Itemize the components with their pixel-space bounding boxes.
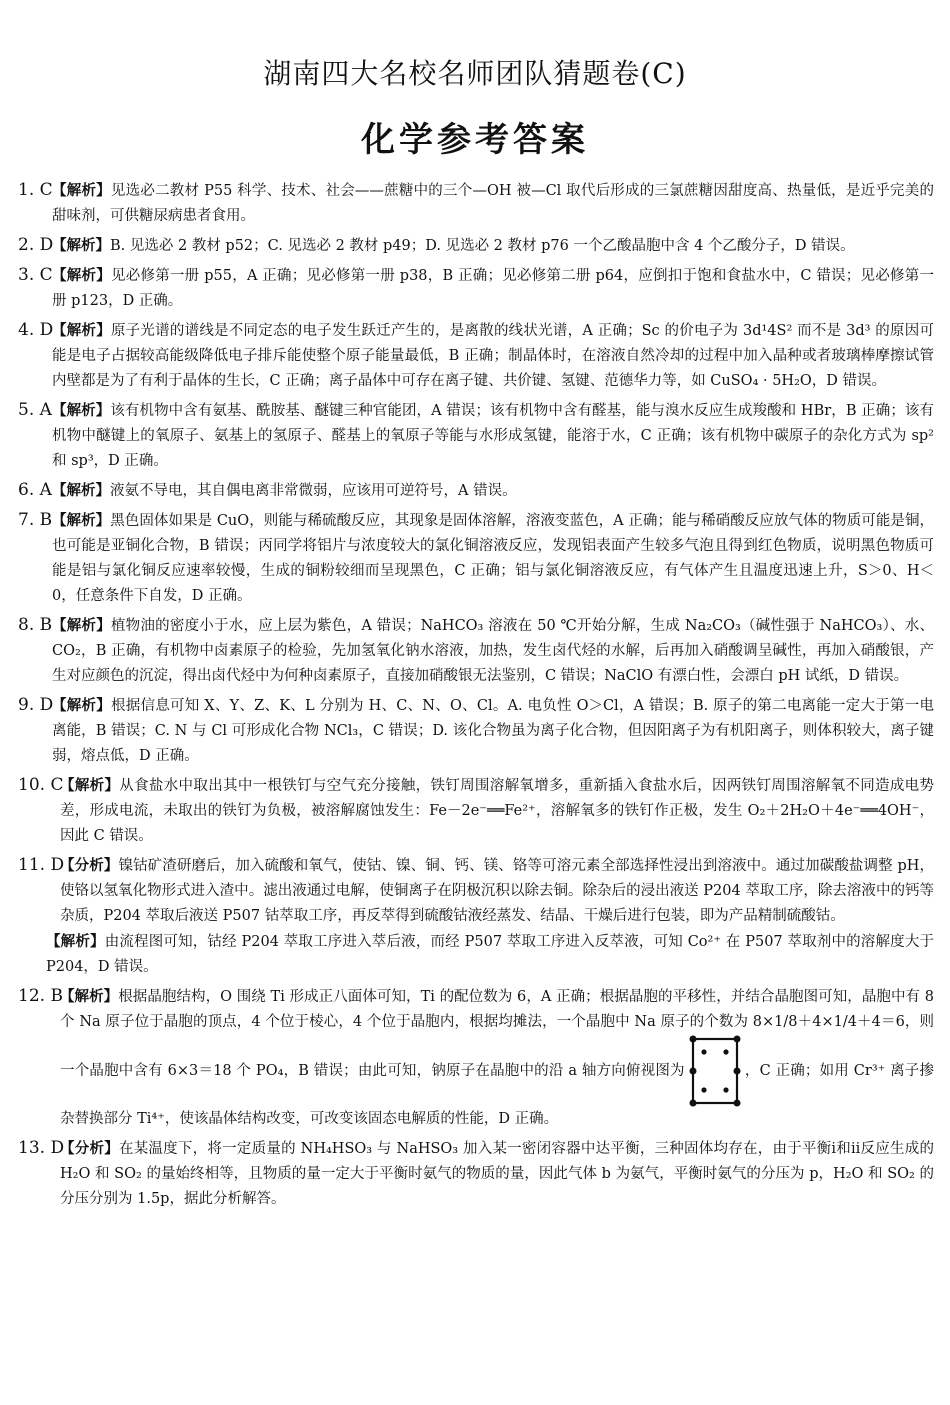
analysis-text: 根据晶胞结构，O 围绕 Ti 形成正八面体可知，Ti 的配位数为 6，A 正确；根据晶胞的平移性，并结合晶胞图可知，晶胞中有 8 个 Na 原子位于晶胞的顶点，4 个位于棱心，4 个位于晶胞内，根据均摊法，一个晶胞中 Na 原子的个数为 8×1/8＋4×1/4＋4＝6，则一个晶胞中含有 6×3＝18 个 PO₄，B 错误；由此可知，钠原子在晶胞中的沿 a 轴方向俯视图为 bbox=[60, 989, 934, 1079]
analysis-text: 植物油的密度小于水，应上层为紫色，A 错误；NaHCO₃ 溶液在 50 ℃开始分解，生成 Na₂CO₃（碱性强于 NaHCO₃）、水、CO₂，B 正确，有机物中卤素原子的检验，先加氢氧化钠水溶液，加热，发生卤代烃的水解，后再加入硝酸调呈碱性，再加入硝酸银，产生对应颜色的沉淀，得出卤代烃中为何种卤素原子，直接加硝酸银无法鉴别，C 错误；NaClO 有漂白性，会漂白 pH 试纸，D 错误。 bbox=[52, 618, 935, 684]
atom-dot bbox=[723, 1049, 728, 1054]
analysis-text: 从食盐水中取出其中一根铁钉与空气充分接触，铁钉周围溶解氧增多，重新插入食盐水后，因两铁钉周围溶解氧不同造成电势差，形成电流，未取出的铁钉为负极，被溶解腐蚀发生：Fe－2e⁻══Fe²⁺，溶解氧多的铁钉作正极，发生 O₂＋2H₂O＋4e⁻══4OH⁻，因此 C 错误。 bbox=[60, 778, 935, 844]
answer-number: 3. C bbox=[18, 265, 53, 285]
atom-dot bbox=[733, 1036, 740, 1043]
atom-dot bbox=[689, 1036, 696, 1043]
analysis-text: 见必修第一册 p55，A 正确；见必修第一册 p38，B 正确；见必修第二册 p64，应倒扣于饱和食盐水中，C 错误；见必修第一册 p123，D 正确。 bbox=[52, 268, 935, 309]
answer-item-1 bbox=[18, 178, 934, 229]
analysis-tag: 【解析】 bbox=[60, 988, 119, 1005]
analysis-tag: 【解析】 bbox=[52, 402, 111, 419]
analysis-tag: 【解析】 bbox=[52, 617, 111, 634]
analysis-text: 见选必二教材 P55 科学、技术、社会——蔗糖中的三个—OH 被—Cl 取代后形成的三氯蔗糖因甜度高、热量低，是近乎完美的甜味剂，可供糖尿病患者食用。 bbox=[52, 183, 935, 224]
answer-item-10 bbox=[18, 773, 934, 849]
explanation-block bbox=[46, 929, 934, 980]
answer-number: 7. B bbox=[18, 510, 53, 530]
explanation-tag: 【解析】 bbox=[46, 933, 105, 950]
atom-dot bbox=[733, 1100, 740, 1107]
analysis-tag: 【解析】 bbox=[52, 697, 111, 714]
answer-item-6 bbox=[18, 478, 934, 504]
answer-item-7 bbox=[18, 508, 934, 609]
answer-number: 10. C bbox=[18, 775, 64, 795]
answer-number: 1. C bbox=[18, 180, 53, 200]
analysis-tag: 【解析】 bbox=[52, 237, 110, 254]
answer-item-9 bbox=[18, 693, 934, 769]
answer-number: 2. D bbox=[18, 235, 54, 255]
analysis-tag: 【解析】 bbox=[52, 512, 111, 529]
analysis-text-continued: ，C 正确；如用 Cr³⁺ 离子掺杂替换部分 Ti⁴⁺，使该晶体结构改变，可改变该固态电解质的性能，D 正确。 bbox=[60, 1063, 934, 1127]
analysis-tag: 【分析】 bbox=[60, 857, 119, 874]
explanation-text: 由流程图可知，钴经 P204 萃取工序进入萃后液，而经 P507 萃取工序进入反萃液，可知 Co²⁺ 在 P507 萃取剂中的溶解度大于 P204，D 错误。 bbox=[46, 934, 934, 975]
crystal-top-view-figure bbox=[687, 1035, 743, 1107]
answer-list bbox=[18, 178, 934, 1216]
answer-item-4 bbox=[18, 318, 934, 394]
analysis-tag: 【解析】 bbox=[52, 267, 111, 284]
analysis-tag: 【解析】 bbox=[52, 182, 111, 199]
analysis-tag: 【分析】 bbox=[60, 1140, 119, 1157]
answer-item-8 bbox=[18, 613, 934, 689]
answer-item-13 bbox=[18, 1136, 934, 1212]
atom-dot bbox=[723, 1087, 728, 1092]
analysis-tag: 【解析】 bbox=[52, 482, 110, 499]
atom-dot bbox=[689, 1068, 696, 1075]
answer-number: 13. D bbox=[18, 1138, 65, 1158]
analysis-text: 根据信息可知 X、Y、Z、K、L 分别为 H、C、N、O、Cl。A. 电负性 O＞Cl，A 错误；B. 原子的第二电离能一定大于第一电离能，B 错误；C. N 与 Cl 可形成化合物 NCl₃，C 错误；D. 该化合物虽为离子化合物，但因阳离子为有机阳离子，则体积较大，离子键弱，熔点低，D 正确。 bbox=[52, 698, 935, 764]
atom-dot bbox=[689, 1100, 696, 1107]
answer-item-3 bbox=[18, 263, 934, 314]
cell-outline bbox=[693, 1039, 737, 1103]
answer-number: 9. D bbox=[18, 695, 54, 715]
atom-dot bbox=[701, 1087, 706, 1092]
answer-number: 6. A bbox=[18, 480, 52, 500]
atom-dot bbox=[733, 1068, 740, 1075]
analysis-tag: 【解析】 bbox=[52, 322, 111, 339]
answer-item-12 bbox=[18, 984, 934, 1132]
analysis-text: 该有机物中含有氨基、酰胺基、醚键三种官能团，A 错误；该有机物中含有醛基，能与溴水反应生成羧酸和 HBr，B 正确；该有机物中醚键上的氧原子、氨基上的氢原子、醛基上的氧原子等能与水形成氢键，能溶于水，C 正确；该有机物中碳原子的杂化方式为 sp² 和 sp³，D 正确。 bbox=[52, 403, 934, 469]
analysis-text: B. 见选必 2 教材 p52；C. 见选必 2 教材 p49；D. 见选必 2 教材 p76 一个乙酸晶胞中含 4 个乙酸分子，D 错误。 bbox=[110, 238, 855, 254]
answer-item-2 bbox=[18, 233, 934, 259]
answer-heading: 化学参考答案 bbox=[361, 120, 589, 160]
answer-number: 4. D bbox=[18, 320, 54, 340]
answer-number: 12. B bbox=[18, 986, 63, 1006]
analysis-text: 液氨不导电，其自偶电离非常微弱，应该用可逆符号，A 错误。 bbox=[110, 483, 517, 499]
answer-number: 5. A bbox=[18, 400, 52, 420]
analysis-text: 原子光谱的谱线是不同定态的电子发生跃迁产生的，是离散的线状光谱，A 正确；Sc 的价电子为 3d¹4S² 而不是 3d³ 的原因可能是电子占据较高能级降低电子排斥能使整个原子能量最低，B 正确；制晶体时，在溶液自然冷却的过程中加入晶种或者玻璃棒摩擦试管内壁都是为了有利于晶体的生长，C 正确；离子晶体中可存在离子键、共价键、氢键、范德华力等，如 CuSO₄ · 5H₂O，D 错误。 bbox=[52, 323, 935, 389]
answer-number: 8. B bbox=[18, 615, 53, 635]
exam-title: 湖南四大名校名师团队猜题卷(C) bbox=[263, 57, 687, 90]
answer-item-11 bbox=[18, 853, 934, 980]
answer-number: 11. D bbox=[18, 855, 65, 875]
crystal-top-view-diagram bbox=[687, 1035, 743, 1107]
answer-item-5 bbox=[18, 398, 934, 474]
analysis-text: 黑色固体如果是 CuO，则能与稀硫酸反应，其现象是固体溶解，溶液变蓝色，A 正确；能与稀硝酸反应放气体的物质可能是铜，也可能是亚铜化合物，B 错误；丙同学将铝片与浓度较大的氯化铜溶液反应，发现铝表面产生较多气泡且得到红色物质，说明黑色物质可能是铝与氯化铜反应速率较慢，生成的铜粉较细而呈现黑色，C 正确；铝与氯化铜溶液反应，有气体产生且温度迅速上升，S＞0、H＜0，任意条件下自发，D 正确。 bbox=[52, 513, 935, 604]
analysis-tag: 【解析】 bbox=[60, 777, 120, 794]
atom-dot bbox=[701, 1049, 706, 1054]
analysis-text: 镍钴矿渣研磨后，加入硫酸和氧气，使钴、镍、铜、钙、镁、铬等可溶元素全部选择性浸出到溶液中。通过加碳酸盐调整 pH，使铬以氢氧化物形式进入渣中。滤出液通过电解，使铜离子在阴极沉积以除去铜。除杂后的浸出液送 P204 萃取工序，除去溶液中的钙等杂质，P204 萃取后液送 P507 钴萃取工序，再反萃得到硫酸钴液经蒸发、结晶、干燥后进行包装，即为产品精制硫酸钴。 bbox=[60, 858, 935, 924]
analysis-text: 在某温度下，将一定质量的 NH₄HSO₃ 与 NaHSO₃ 加入某一密闭容器中达平衡，三种固体均存在，由于平衡ⅰ和ⅱ反应生成的 H₂O 和 SO₂ 的量始终相等，且物质的量一定大于平衡时氨气的物质的量，因此气体 b 为氨气，平衡时氨气的分压为 p，H₂O 和 SO₂ 的分压分别为 1.5p，据此分析解答。 bbox=[60, 1141, 934, 1207]
